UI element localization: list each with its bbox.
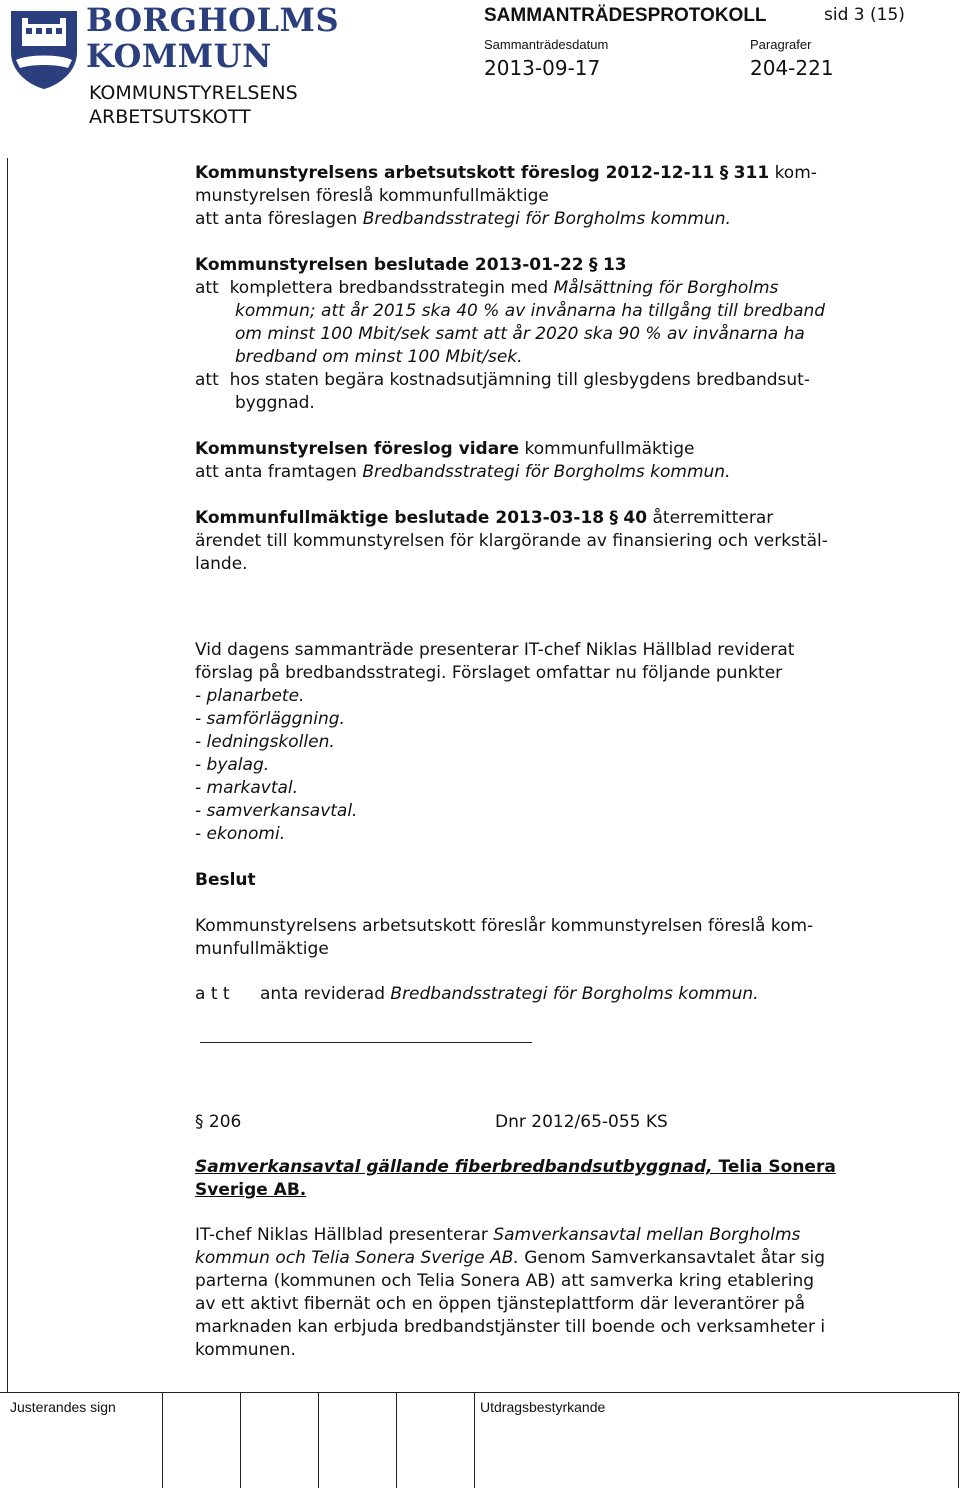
list-item: - ekonomi.	[195, 824, 286, 844]
section-sign-icon: §	[719, 163, 729, 183]
extract-label: Utdragsbestyrkande	[480, 1399, 606, 1415]
history-paragraph-4: Kommunfullmäktige beslutade 2013-03-18 § 40 återremitterar ärendet till kommunstyrelsen för klargörande av finansiering och verkstäl- lande.	[195, 508, 828, 574]
decision-heading: Beslut	[195, 870, 256, 890]
org-name-line2: ARBETSUTSKOTT	[89, 106, 251, 128]
section-sign-icon: §	[195, 1112, 204, 1132]
points-list	[195, 685, 910, 846]
sign-label: Justerandes sign	[10, 1399, 116, 1415]
history-paragraph-2: Kommunstyrelsen beslutade 2013-01-22 § 13	[195, 255, 627, 275]
logo-wordmark-line2: KOMMUN	[86, 37, 272, 75]
presentation-paragraph: Vid dagens sammanträde presenterar IT-chef Niklas Hällblad reviderat förslag på bredbandsstrategi. Förslaget omfattar nu följande punkter	[195, 640, 795, 683]
section-divider	[200, 1042, 532, 1043]
history-paragraph-3: Kommunstyrelsen föreslog vidare kommunfullmäktige att anta framtagen Bredbandsstrategi för Borgholms kommun.	[195, 439, 731, 482]
section-paragraph: IT-chef Niklas Hällblad presenterar Samverkansavtal mellan Borgholms kommun och Telia Sonera Sverige AB. Genom Samverkansavtalet åtar sig parterna (kommunen och Telia Sonera AB) att samverka kring etablering av ett aktivt fibernät och en öppen tjänsteplattform där leverantörer på marknaden kan erbjuda bredbandstjänster till boende och verksamheter i kommunen.	[195, 1225, 826, 1360]
list-item: - samförläggning.	[195, 709, 345, 729]
signature-footer	[0, 1392, 960, 1488]
list-item: - ledningskollen.	[195, 732, 335, 752]
paragraphs-value: 204-221	[750, 56, 834, 80]
section-sign-icon: §	[589, 255, 598, 275]
list-item: - markavtal.	[195, 778, 299, 798]
section-206	[195, 1111, 910, 1362]
att-clause-1: att komplettera bredbandsstrategin med Målsättning för Borgholms kommun; att år 2015 ska 40 % av invånarna ha tillgång till bredband om minst 100 Mbit/sek samt att år 2020 ska 90 % av invånarna ha bredband om minst 100 Mbit/sek.	[195, 278, 826, 367]
document-title: SAMMANTRÄDESPROTOKOLL	[484, 5, 767, 26]
meeting-date-label: Sammanträdesdatum	[484, 37, 609, 52]
page-number: sid 3 (15)	[824, 5, 905, 25]
history-paragraph-1: Kommunstyrelsens arbetsutskott föreslog 2012-12-11 § 311 kom- munstyrelsen föreslå kommunfullmäktige att anta föreslagen Bredbandsstrategi för Borgholms kommun.	[195, 163, 817, 229]
sign-box-2	[240, 1393, 242, 1488]
crest-icon	[8, 6, 80, 90]
municipality-logo	[8, 6, 80, 90]
list-item: - samverkansavtal.	[195, 801, 358, 821]
decision-att-clause: a t t anta reviderad Bredbandsstrategi för Borgholms kommun.	[195, 984, 759, 1004]
meeting-date-value: 2013-09-17	[484, 56, 601, 80]
sign-box-3	[318, 1393, 320, 1488]
sign-box-4	[396, 1393, 398, 1488]
paragraphs-label: Paragrafer	[750, 37, 812, 52]
extract-box	[474, 1393, 476, 1488]
org-name-line1: KOMMUNSTYRELSENS	[89, 82, 298, 104]
section-sign-icon: §	[609, 508, 619, 528]
decision-paragraph: Kommunstyrelsens arbetsutskott föreslår kommunstyrelsen föreslå kom- munfullmäktige	[195, 916, 814, 959]
section-number: 206	[208, 1112, 242, 1132]
left-margin-rule	[7, 158, 8, 1392]
logo-wordmark-line1: BORGHOLMS	[86, 1, 340, 39]
list-item: - planarbete.	[195, 686, 305, 706]
section-header-row	[195, 1111, 910, 1134]
protocol-body	[195, 162, 910, 1006]
list-item: - byalag.	[195, 755, 270, 775]
sign-box-1	[162, 1393, 164, 1488]
att-clause-2: att hos staten begära kostnadsutjämning till glesbygdens bredbandsut- byggnad.	[195, 370, 810, 413]
diary-number: Dnr 2012/65-055 KS	[495, 1112, 668, 1132]
section-title: Samverkansavtal gällande fiberbredbandsutbyggnad, Telia Sonera Sverige AB.	[195, 1157, 836, 1200]
